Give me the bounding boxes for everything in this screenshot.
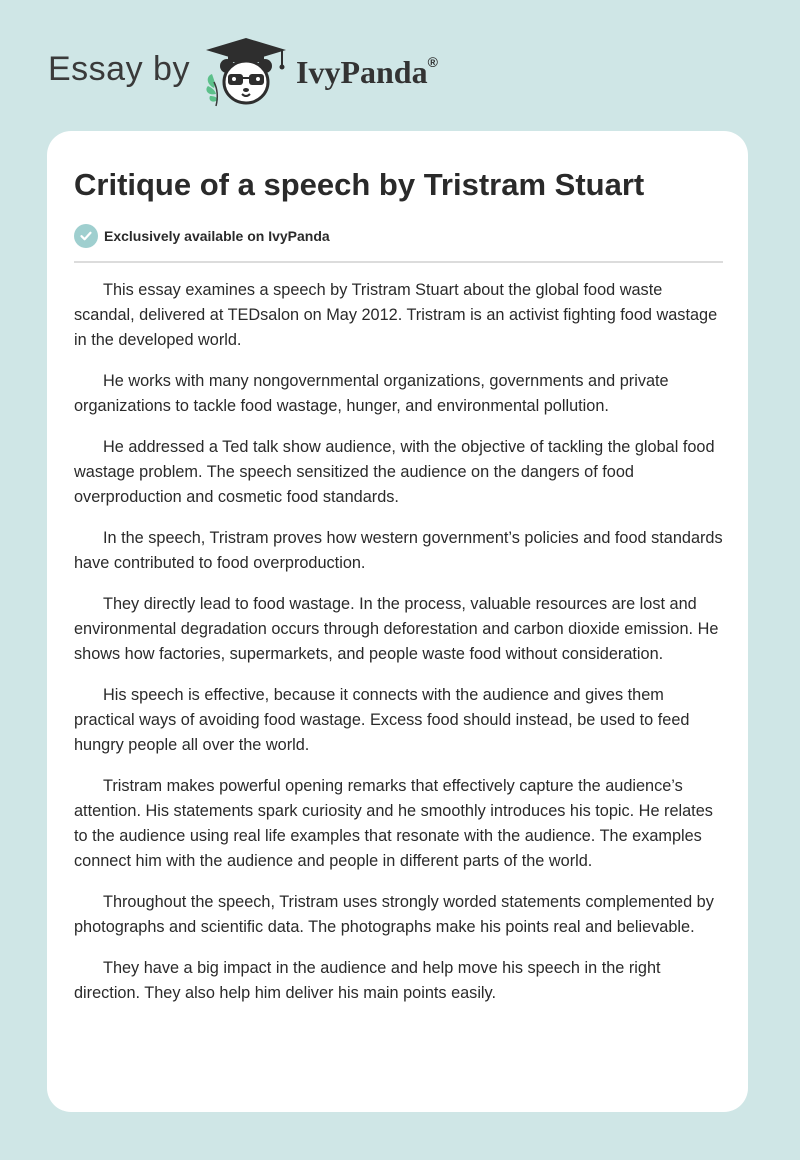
brand-name[interactable]: IvyPanda® bbox=[296, 54, 438, 90]
essay-body bbox=[74, 278, 726, 1022]
paragraph: They have a big impact in the audience and help move his speech in the right direction. They also help him deliver his main points easily. bbox=[74, 959, 661, 1002]
exclusive-label: Exclusively available on IvyPanda bbox=[104, 228, 330, 244]
site-header bbox=[0, 0, 800, 120]
essay-card bbox=[47, 131, 748, 1112]
paragraph: Tristram makes powerful opening remarks that effectively capture the audience’s attention. His statements spark curiosity and he smoothly introduces his topic. He relates to the audience using real life examples that resonate with the audience. The examples connect him with the audience and people in different parts of the world. bbox=[74, 777, 713, 870]
paragraph: In the speech, Tristram proves how western government’s policies and food standards have contributed to food overproduction. bbox=[74, 529, 723, 572]
page-title: Critique of a speech by Tristram Stuart bbox=[74, 167, 645, 202]
paragraph: Throughout the speech, Tristram uses strongly worded statements complemented by photographs and scientific data. The photographs make his points real and believable. bbox=[74, 893, 714, 936]
panda-graduate-icon[interactable] bbox=[200, 34, 292, 108]
paragraph: They directly lead to food wastage. In the process, valuable resources are lost and environmental degradation occurs through deforestation and carbon dioxide emission. He shows how factories, supermarkets, and people waste food without consideration. bbox=[74, 595, 719, 663]
paragraph: This essay examines a speech by Tristram Stuart about the global food waste scandal, delivered at TEDsalon on May 2012. Tristram is an activist fighting food wastage in the developed world. bbox=[74, 281, 718, 349]
paragraph: He works with many nongovernmental organizations, governments and private organizations to tackle food wastage, hunger, and environmental pollution. bbox=[74, 372, 669, 415]
divider bbox=[74, 261, 723, 263]
paragraph: His speech is effective, because it connects with the audience and gives them practical ways of avoiding food wastage. Excess food should instead, be used to feed hungry people all over the world. bbox=[74, 686, 690, 754]
check-circle-icon bbox=[74, 224, 98, 248]
registered-mark: ® bbox=[427, 54, 438, 71]
essay-by-label: Essay by bbox=[48, 50, 190, 88]
paragraph: He addressed a Ted talk show audience, with the objective of tackling the global food wastage problem. The speech sensitized the audience on the dangers of food overproduction and cosmetic food standards. bbox=[74, 438, 715, 506]
exclusive-badge bbox=[74, 223, 330, 249]
